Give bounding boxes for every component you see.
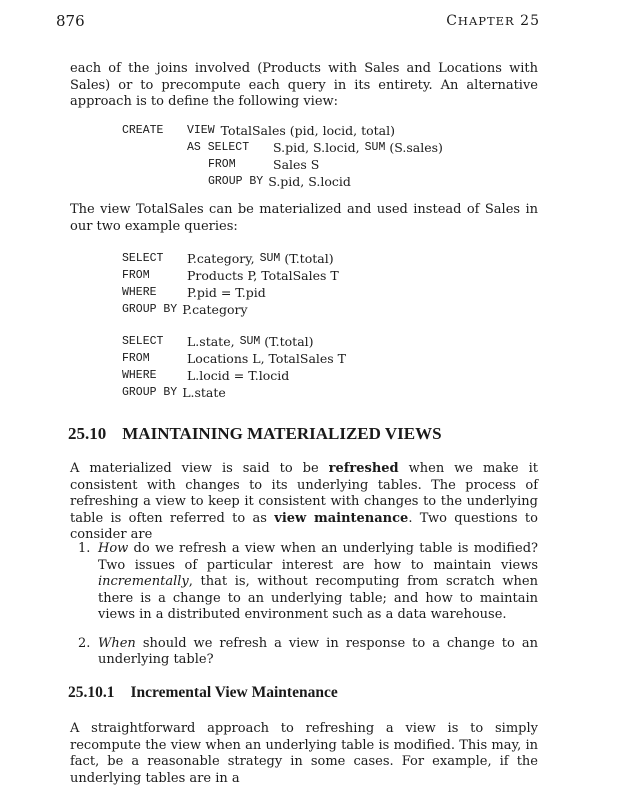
list-item xyxy=(70,541,538,624)
code-text: Locations L, TotalSales T xyxy=(187,351,347,366)
term-view-maintenance: view maintenance xyxy=(274,510,409,526)
section-paragraph xyxy=(70,461,538,544)
code-keyword: GROUP BY xyxy=(122,386,178,399)
code-keyword: FROM xyxy=(208,158,236,171)
code-function: SUM xyxy=(364,141,386,154)
code-line xyxy=(122,384,346,401)
code-text: (S.sales) xyxy=(389,140,443,155)
emphasis: How xyxy=(98,541,129,556)
code-keyword: AS SELECT xyxy=(187,141,250,154)
code-function: SUM xyxy=(239,335,261,348)
code-keyword: SELECT xyxy=(122,252,164,265)
chapter-number: 25 xyxy=(520,13,540,29)
code-text: TotalSales (pid, locid, total) xyxy=(220,123,395,138)
section-title: MAINTAINING MATERIALIZED VIEWS xyxy=(122,424,442,443)
code-text: (T.total) xyxy=(284,251,334,266)
code-keyword: WHERE xyxy=(122,369,157,382)
query-1 xyxy=(122,250,339,318)
chapter-header xyxy=(446,13,540,29)
code-keyword: SELECT xyxy=(122,335,164,348)
code-keyword: FROM xyxy=(122,269,150,282)
code-line xyxy=(122,367,346,384)
list-item-text xyxy=(98,636,538,669)
chapter-rest: HAPTER xyxy=(457,14,515,28)
code-text: S.pid, S.locid xyxy=(268,174,351,189)
code-line xyxy=(122,250,339,267)
code-line xyxy=(122,139,443,156)
code-keyword: GROUP BY xyxy=(208,175,264,188)
emphasis: When xyxy=(98,635,136,651)
subsection-heading xyxy=(68,684,338,702)
page-number: 876 xyxy=(56,12,85,30)
code-text: L.state, xyxy=(187,334,235,349)
code-line xyxy=(122,173,443,190)
code-text: P.pid = T.pid xyxy=(187,285,266,300)
intro-paragraph: each of the joins involved (Products with Sales and Locations with Sales) or to precompute each query in its entirety. An alternative approach is to define the following view: xyxy=(70,61,538,109)
term-refreshed: refreshed xyxy=(328,461,399,476)
list-item xyxy=(70,636,538,669)
code-text: S.pid, S.locid, xyxy=(273,140,360,155)
paragraph-text: . Two questions to consider are xyxy=(70,510,538,542)
code-line xyxy=(122,301,339,318)
code-text: L.state xyxy=(182,385,226,400)
code-text: P.category, xyxy=(187,251,255,266)
paragraph-text: when we make it consistent with changes to its underlying tables. The process of refreshing a view to keep it consistent with changes to the underlying table is often referred to as xyxy=(70,461,538,526)
code-text: L.locid = T.locid xyxy=(187,368,290,383)
code-text: Products P, TotalSales T xyxy=(187,268,339,283)
list-marker: 1. xyxy=(78,541,91,556)
paragraph-text: A materialized view is said to be xyxy=(70,461,319,476)
code-line xyxy=(122,284,339,301)
code-keyword: FROM xyxy=(122,352,150,365)
item-text: , that is, without recomputing from scratch when there is a change to an underlying table; and how to maintain views in a distributed environment such as a data warehouse. xyxy=(98,574,538,622)
code-text: P.category xyxy=(182,302,248,317)
code-keyword: VIEW xyxy=(187,124,215,137)
code-keyword: WHERE xyxy=(122,286,157,299)
code-text: Sales S xyxy=(273,157,320,172)
code-line xyxy=(122,267,339,284)
code-line xyxy=(122,156,443,173)
query-2 xyxy=(122,333,346,401)
code-text: (T.total) xyxy=(264,334,314,349)
list-item-text xyxy=(98,541,538,624)
code-keyword: CREATE xyxy=(122,124,164,137)
code-line xyxy=(122,350,346,367)
questions-list xyxy=(70,541,538,681)
view-definition xyxy=(122,122,443,190)
subsection-number: 25.10.1 xyxy=(68,684,115,701)
item-text: should we refresh a view in response to a change to an underlying table? xyxy=(98,635,538,667)
section-heading xyxy=(68,424,442,444)
code-function: SUM xyxy=(259,252,281,265)
code-line xyxy=(122,333,346,350)
code-line xyxy=(122,122,443,139)
middle-paragraph: The view TotalSales can be materialized and used instead of Sales in our two example queries: xyxy=(70,202,538,234)
chapter-prefix: C xyxy=(446,13,458,29)
item-text: do we refresh a view when an underlying table is modified? Two issues of particular interest are how to maintain views xyxy=(98,541,538,573)
emphasis: incrementally xyxy=(98,574,189,589)
subsection-paragraph: A straightforward approach to refreshing a view is to simply recompute the view when an underlying table is modified. This may, in fact, be a reasonable strategy in some cases. For example, if the underlying tables are in a xyxy=(70,721,538,786)
section-number: 25.10 xyxy=(68,424,107,443)
list-marker: 2. xyxy=(78,635,91,651)
code-keyword: GROUP BY xyxy=(122,303,178,316)
subsection-title: Incremental View Maintenance xyxy=(130,684,338,701)
